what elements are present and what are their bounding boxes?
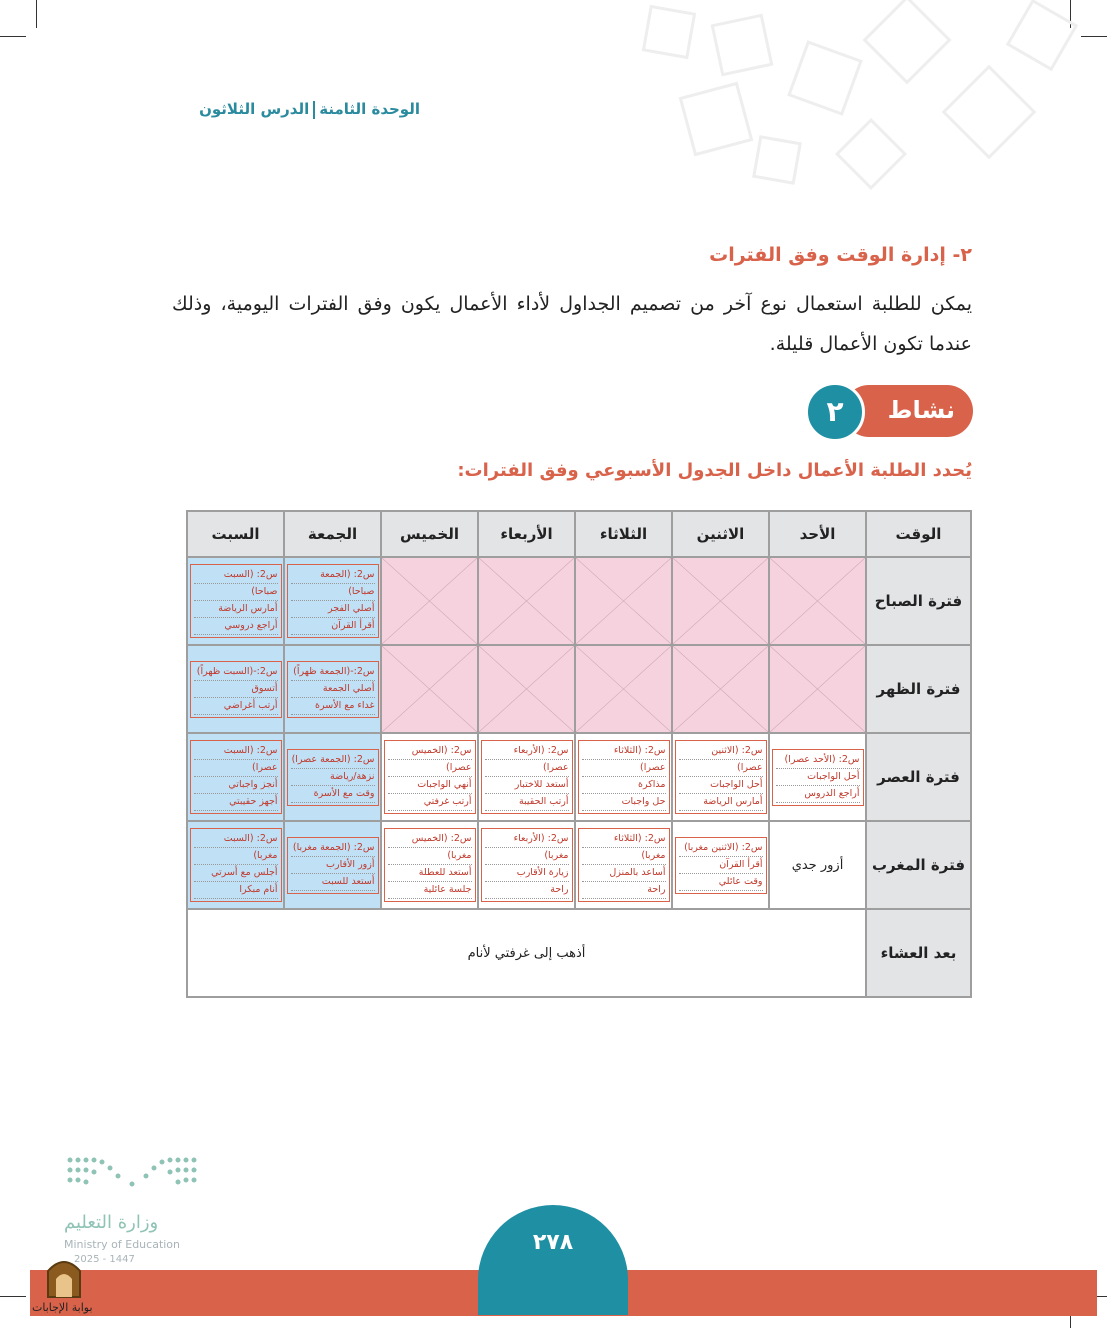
table-header-row <box>187 511 971 557</box>
answer-line: عصرا) <box>388 760 472 777</box>
answer-line: أستعد للسبت <box>291 874 375 891</box>
answer-line: أصلي الجمعة <box>291 681 375 698</box>
time-period-cell: بعد العشاء <box>866 909 971 997</box>
empty-cell-cross-icon <box>576 558 671 644</box>
answer-line: أجهز حقيبتي <box>194 794 278 811</box>
answer-note <box>578 740 670 814</box>
answer-line: أقرأ القرآن <box>291 618 375 635</box>
ministry-dots-icon <box>62 1150 202 1205</box>
answer-line: س2: (الخميس <box>388 831 472 848</box>
answer-line: أستعد للعطلة <box>388 865 472 882</box>
empty-cell-cross-icon <box>479 646 574 732</box>
answer-note <box>481 740 573 814</box>
crop-mark <box>36 0 37 28</box>
empty-cell <box>672 645 769 733</box>
answer-line: أصلي الفجر <box>291 601 375 618</box>
empty-cell <box>478 645 575 733</box>
empty-cell-cross-icon <box>382 558 477 644</box>
ministry-name-ar: وزارة التعليم <box>64 1212 159 1233</box>
time-period-cell: فترة العصر <box>866 733 971 821</box>
page-number-tab <box>478 1205 628 1315</box>
answer-line: راحة <box>582 882 666 899</box>
background-pattern <box>627 0 1107 230</box>
activity-badge <box>805 382 973 442</box>
watermark-building-icon <box>44 1255 84 1299</box>
answer-line: أراجع الدروس <box>776 786 860 803</box>
time-period-cell: فترة الظهر <box>866 645 971 733</box>
header-cell: الأحد <box>769 511 866 557</box>
page-header <box>180 100 420 119</box>
section-paragraph: يمكن للطلبة استعمال نوع آخر من تصميم الجداول لأداء الأعمال يكون وفق الفترات اليومية، وذلك عندما تكون الأعمال قليلة. <box>172 293 972 355</box>
answer-line: أستعد للاختبار <box>485 777 569 794</box>
answer-line: س2: (الجمعة مغربا) <box>291 840 375 857</box>
answer-line: س2: (السبت <box>194 567 278 584</box>
answer-line: أقرأ القرآن <box>679 857 763 874</box>
answer-line: س2: (الجمعة <box>291 567 375 584</box>
answer-line: س2: (الاثنين مغربا) <box>679 840 763 857</box>
empty-cell-cross-icon <box>479 558 574 644</box>
activity-number: ٢ <box>805 382 865 442</box>
schedule-cell: أزور جدي <box>769 821 866 909</box>
answer-line: أساعد بالمنزل <box>582 865 666 882</box>
schedule-cell <box>284 821 381 909</box>
table-row <box>187 733 971 821</box>
answer-line: س2: (الثلاثاء <box>582 743 666 760</box>
answer-line: أمارس الرياضة <box>679 794 763 811</box>
schedule-cell <box>187 557 284 645</box>
answer-line: س2:-(الجمعة ظهراً) <box>291 664 375 681</box>
weekly-schedule-table <box>186 510 972 998</box>
watermark-text: بوابة الإجابات <box>32 1301 93 1314</box>
section-heading: ٢- إدارة الوقت وفق الفترات <box>709 244 972 266</box>
answer-note <box>190 661 282 718</box>
answer-line: أرتب أغراضي <box>194 698 278 715</box>
answer-line: أرتب الحقيبة <box>485 794 569 811</box>
answer-line: مذاكرة <box>582 777 666 794</box>
header-cell: الخميس <box>381 511 478 557</box>
activity-instruction: يُحدد الطلبة الأعمال داخل الجدول الأسبوعي وفق الفترات: <box>457 460 972 481</box>
empty-cell <box>575 645 672 733</box>
answer-line: س2: (السبت <box>194 743 278 760</box>
answer-note <box>287 837 379 894</box>
empty-cell-cross-icon <box>576 646 671 732</box>
schedule-cell <box>478 733 575 821</box>
header-cell: السبت <box>187 511 284 557</box>
ministry-name-en: Ministry of Education <box>64 1238 181 1251</box>
answer-note <box>287 749 379 806</box>
crop-mark <box>0 36 26 37</box>
empty-cell <box>672 557 769 645</box>
ministry-logo <box>62 1150 202 1265</box>
header-cell: الوقت <box>866 511 971 557</box>
empty-cell-cross-icon <box>382 646 477 732</box>
answer-line: أنام مبكرا <box>194 882 278 899</box>
answer-line: أحل الواجبات <box>776 769 860 786</box>
answer-note <box>287 564 379 638</box>
answer-line: مغربا) <box>485 848 569 865</box>
empty-cell-cross-icon <box>673 646 768 732</box>
answer-line: أزور الأقارب <box>291 857 375 874</box>
answer-note <box>190 740 282 814</box>
header-cell: الثلاثاء <box>575 511 672 557</box>
answer-line: مغربا) <box>194 848 278 865</box>
answer-line: صباحا) <box>291 584 375 601</box>
answer-line: س2: (الأربعاء <box>485 831 569 848</box>
answer-line: س2:-(السبت ظهراً) <box>194 664 278 681</box>
empty-cell <box>769 645 866 733</box>
empty-cell <box>478 557 575 645</box>
answer-note <box>190 828 282 902</box>
table-row <box>187 645 971 733</box>
empty-cell <box>381 645 478 733</box>
answer-line: س2: (الأربعاء <box>485 743 569 760</box>
answer-line: حل واجبات <box>582 794 666 811</box>
schedule-cell <box>672 821 769 909</box>
answer-line: صباحا) <box>194 584 278 601</box>
time-period-cell: فترة الصباح <box>866 557 971 645</box>
answer-line: س2: (الثلاثاء <box>582 831 666 848</box>
answer-line: أجلس مع أسرتي <box>194 865 278 882</box>
empty-cell-cross-icon <box>673 558 768 644</box>
edition-year: 2025 - 1447 <box>74 1254 135 1265</box>
answer-note <box>384 740 476 814</box>
activity-label: نشاط <box>887 396 955 424</box>
answer-line: زيارة الأقارب <box>485 865 569 882</box>
answer-note <box>578 828 670 902</box>
answer-line: أنجز واجباتي <box>194 777 278 794</box>
lesson-label: الدرس الثلاثون <box>199 100 310 118</box>
schedule-cell <box>187 645 284 733</box>
schedule-cell <box>284 557 381 645</box>
answer-line: عصرا) <box>485 760 569 777</box>
schedule-cell <box>284 733 381 821</box>
schedule-cell <box>769 733 866 821</box>
table-row <box>187 821 971 909</box>
answer-line: أتسوق <box>194 681 278 698</box>
schedule-cell <box>284 645 381 733</box>
schedule-cell <box>575 733 672 821</box>
header-divider <box>313 101 315 119</box>
answer-note <box>772 749 864 806</box>
answer-line: وقت مع الأسرة <box>291 786 375 803</box>
empty-cell-cross-icon <box>770 558 865 644</box>
answer-note <box>287 661 379 718</box>
answer-line: أراجع دروسي <box>194 618 278 635</box>
unit-label: الوحدة الثامنة <box>319 100 420 118</box>
header-cell: الأربعاء <box>478 511 575 557</box>
table-row <box>187 557 971 645</box>
answer-line: مغربا) <box>388 848 472 865</box>
answer-line: س2: (الخميس <box>388 743 472 760</box>
answer-line: أمارس الرياضة <box>194 601 278 618</box>
answer-line: س2: (الاثنين <box>679 743 763 760</box>
answer-line: س2: (السبت <box>194 831 278 848</box>
page-number: ٢٧٨ <box>532 1230 574 1255</box>
answer-line: عصرا) <box>582 760 666 777</box>
answer-line: نزهة/رياضة <box>291 769 375 786</box>
schedule-cell <box>381 733 478 821</box>
answer-line: س2: (الجمعة عصرا) <box>291 752 375 769</box>
answer-line: غداء مع الأسرة <box>291 698 375 715</box>
answer-note <box>190 564 282 638</box>
answer-note <box>481 828 573 902</box>
answer-note <box>384 828 476 902</box>
schedule-cell <box>381 821 478 909</box>
header-cell: الاثنين <box>672 511 769 557</box>
answer-line: أرتب غرفتي <box>388 794 472 811</box>
empty-cell <box>769 557 866 645</box>
table-row <box>187 909 971 997</box>
empty-cell <box>381 557 478 645</box>
schedule-cell <box>187 733 284 821</box>
time-period-cell: فترة المغرب <box>866 821 971 909</box>
empty-cell-cross-icon <box>770 646 865 732</box>
schedule-cell <box>672 733 769 821</box>
answer-note <box>675 740 767 814</box>
answer-line: س2: (الأحد عصرا) <box>776 752 860 769</box>
answer-line: مغربا) <box>582 848 666 865</box>
header-cell: الجمعة <box>284 511 381 557</box>
answer-line: جلسة عائلية <box>388 882 472 899</box>
schedule-cell <box>187 821 284 909</box>
answer-note <box>675 837 767 894</box>
evening-cell: أذهب إلى غرفتي لأنام <box>187 909 866 997</box>
answer-line: عصرا) <box>679 760 763 777</box>
crop-mark <box>0 1296 26 1297</box>
answer-line: أحل الواجبات <box>679 777 763 794</box>
empty-cell <box>575 557 672 645</box>
schedule-cell <box>478 821 575 909</box>
answer-line: وقت عائلي <box>679 874 763 891</box>
answer-line: راحة <box>485 882 569 899</box>
answer-line: عصرا) <box>194 760 278 777</box>
answer-line: أنهي الواجبات <box>388 777 472 794</box>
schedule-cell <box>575 821 672 909</box>
